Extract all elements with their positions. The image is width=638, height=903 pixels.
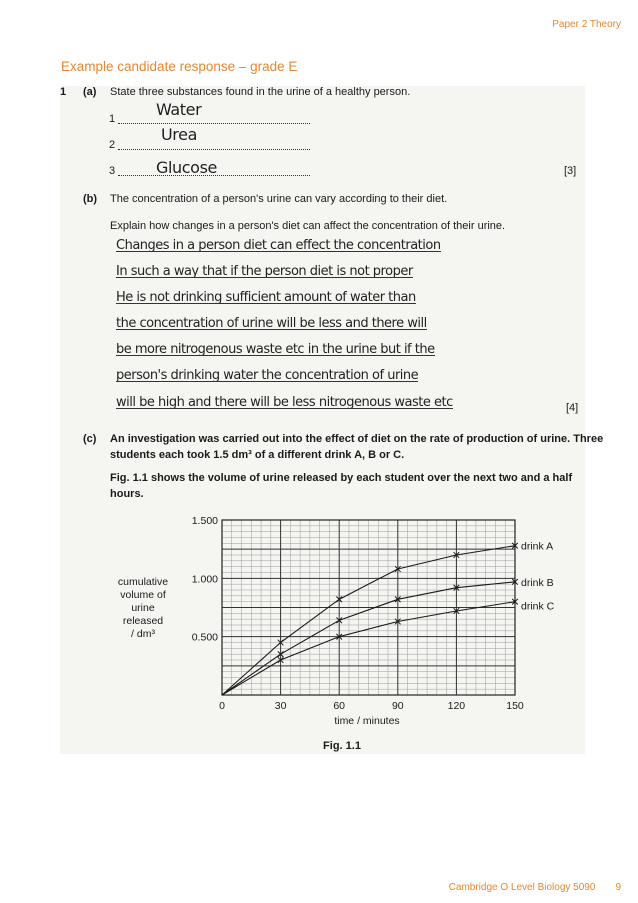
- x-tick-label: 0: [219, 700, 225, 712]
- handwritten-line-3: He is not drinking sufficient amount of water than: [116, 290, 416, 305]
- part-b-label: (b): [83, 193, 98, 205]
- handwritten-line-4: the concentration of urine will be less and there will: [116, 316, 427, 331]
- part-b-prompt: The concentration of a person's urine can vary according to their diet.: [110, 193, 448, 205]
- answer-number-3: 3: [109, 165, 116, 177]
- part-c-text-4: hours.: [110, 488, 144, 500]
- handwritten-answer-1: Water: [156, 100, 202, 119]
- part-c-text-1: An investigation was carried out into the effect of diet on the rate of production of urine. Three: [110, 433, 604, 445]
- handwritten-answer-3: Glucose: [156, 158, 217, 177]
- x-tick-label: 30: [274, 700, 287, 712]
- x-tick-label: 120: [447, 700, 466, 712]
- x-axis-label: time / minutes: [334, 715, 400, 727]
- figure-caption: Fig. 1.1: [323, 740, 361, 752]
- part-a-prompt: State three substances found in the urine of a healthy person.: [110, 86, 411, 98]
- part-c-text-3: Fig. 1.1 shows the volume of urine released by each student over the next two and a half: [110, 472, 573, 484]
- y-tick-label: 0.500: [191, 631, 218, 644]
- y-axis-label-line-1: cumulative: [117, 576, 169, 588]
- part-a-label: (a): [83, 86, 97, 98]
- question-number: 1: [60, 86, 67, 98]
- answer-number-1: 1: [109, 113, 116, 125]
- part-a-marks: [3]: [564, 165, 577, 177]
- y-axis-label-line-5: / dm³: [131, 628, 155, 640]
- page-footer: [449, 882, 621, 893]
- y-axis-label-line-3: urine: [131, 602, 155, 614]
- handwritten-line-5: be more nitrogenous waste etc in the urine but if the: [116, 342, 435, 357]
- part-c-label: (c): [83, 433, 97, 445]
- footer-publication: Cambridge O Level Biology 5090: [448, 882, 596, 893]
- x-tick-label: 150: [506, 700, 524, 712]
- part-c-text-2: students each took 1.5 dm³ of a different drink A, B or C.: [110, 449, 405, 461]
- handwritten-line-7: will be high and there will be less nitrogenous waste etc: [116, 395, 453, 410]
- y-axis-label-line-2: volume of: [120, 589, 166, 601]
- handwritten-line-2: In such a way that if the person diet is not proper: [116, 264, 413, 279]
- series-label: drink B: [521, 576, 554, 589]
- running-header: Paper 2 Theory: [552, 19, 621, 30]
- x-tick-label: 60: [333, 700, 346, 712]
- handwritten-answer-2: Urea: [161, 125, 197, 144]
- series-label: drink C: [521, 600, 555, 613]
- y-axis-label-line-4: released: [122, 615, 164, 627]
- answer-number-2: 2: [109, 139, 116, 151]
- handwritten-line-1: Changes in a person diet can effect the concentration: [116, 238, 441, 253]
- part-b-instruction: Explain how changes in a person's diet can affect the concentration of their urine.: [110, 220, 506, 232]
- series-label: drink A: [521, 540, 554, 553]
- y-tick-label: 1.500: [191, 515, 218, 527]
- handwritten-line-6: person's drinking water the concentration of urine: [116, 368, 419, 383]
- part-b-marks: [4]: [566, 402, 579, 414]
- y-tick-label: 1.000: [191, 573, 218, 586]
- page-number: 9: [615, 882, 621, 893]
- x-tick-label: 90: [391, 700, 404, 712]
- page-title: Example candidate response – grade E: [61, 59, 298, 74]
